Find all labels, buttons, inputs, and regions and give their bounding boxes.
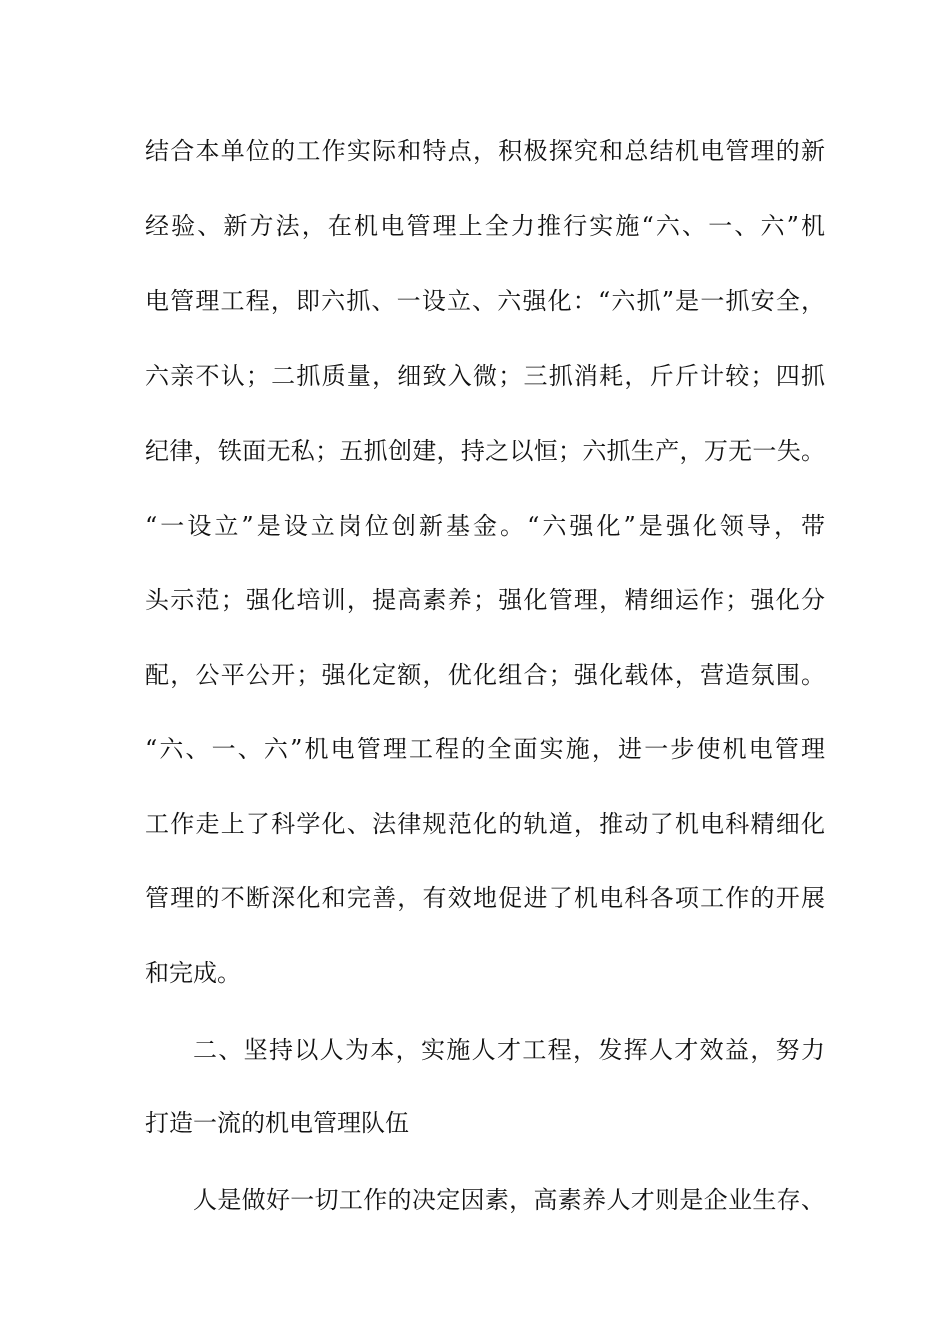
section-heading-line-1: 二、坚持以人为本，实施人才工程，发挥人才效益，努力 [193,1036,825,1064]
text-line-13: 人是做好一切工作的决定因素，高素养人才则是企业生存、 [193,1186,825,1214]
section-heading-line-2: 打造一流的机电管理队伍 [145,1109,409,1137]
text-line-4: 六亲不认；二抓质量，细致入微；三抓消耗，斤斤计较；四抓 [145,362,825,390]
text-line-11: 管理的不断深化和完善，有效地促进了机电科各项工作的开展 [145,884,825,912]
text-line-1: 结合本单位的工作实际和特点，积极探究和总结机电管理的新 [145,137,825,165]
text-line-3: 电管理工程，即六抓、一设立、六强化：“六抓”是一抓安全， [145,287,825,315]
text-line-9: “六、一、六”机电管理工程的全面实施，进一步使机电管理 [145,735,825,763]
text-line-5: 纪律，铁面无私；五抓创建，持之以恒；六抓生产，万无一失。 [145,437,825,465]
text-line-7: 头示范；强化培训，提高素养；强化管理，精细运作；强化分 [145,586,825,614]
text-line-6: “一设立”是设立岗位创新基金。“六强化”是强化领导，带 [145,512,825,540]
text-line-10: 工作走上了科学化、法律规范化的轨道，推动了机电科精细化 [145,810,825,838]
text-line-8: 配，公平公开；强化定额，优化组合；强化载体，营造氛围。 [145,661,825,689]
text-line-2: 经验、新方法，在机电管理上全力推行实施“六、一、六”机 [145,212,825,240]
text-line-12: 和完成。 [145,959,241,987]
